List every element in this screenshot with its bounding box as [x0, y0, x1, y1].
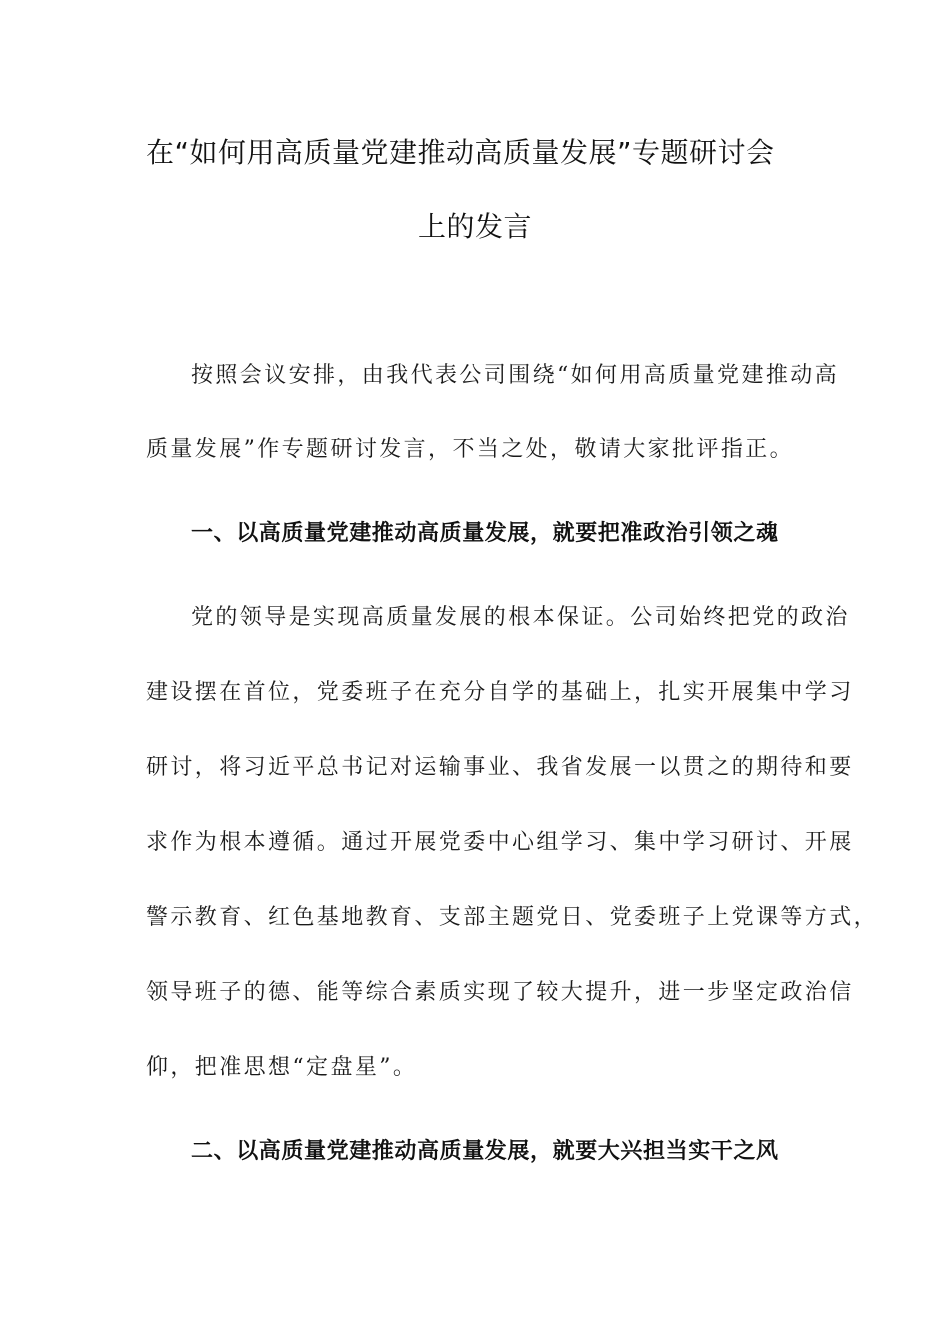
section-1-body-line-4: 求作为根本遵循。通过开展党委中心组学习、集中学习研讨、开展	[146, 830, 854, 855]
section-1-body-line-2: 建设摆在首位，党委班子在充分自学的基础上，扎实开展集中学习	[146, 680, 854, 705]
section-1-body-line-6: 领导班子的德、能等综合素质实现了较大提升，进一步坚定政治信	[146, 980, 854, 1005]
section-1-body-line-1: 党的领导是实现高质量发展的根本保证。公司始终把党的政治	[191, 605, 850, 630]
intro-line-1: 按照会议安排，由我代表公司围绕“如何用高质量党建推动高	[191, 363, 840, 388]
document-title-line-2: 上的发言	[417, 210, 532, 243]
section-1-body-line-3: 研讨，将习近平总书记对运输事业、我省发展一以贯之的期待和要	[146, 755, 854, 780]
section-2-heading: 二、以高质量党建推动高质量发展，就要大兴担当实干之风	[191, 1139, 779, 1164]
section-1-heading: 一、以高质量党建推动高质量发展，就要把准政治引领之魂	[191, 521, 779, 546]
document-title-line-1: 在“如何用高质量党建推动高质量发展”专题研讨会	[146, 136, 775, 169]
section-1-body-line-7: 仰，把准思想“定盘星”。	[146, 1055, 418, 1080]
intro-line-2: 质量发展”作专题研讨发言，不当之处，敬请大家批评指正。	[146, 437, 795, 462]
section-1-body-line-5: 警示教育、红色基地教育、支部主题党日、党委班子上党课等方式，	[146, 905, 879, 930]
